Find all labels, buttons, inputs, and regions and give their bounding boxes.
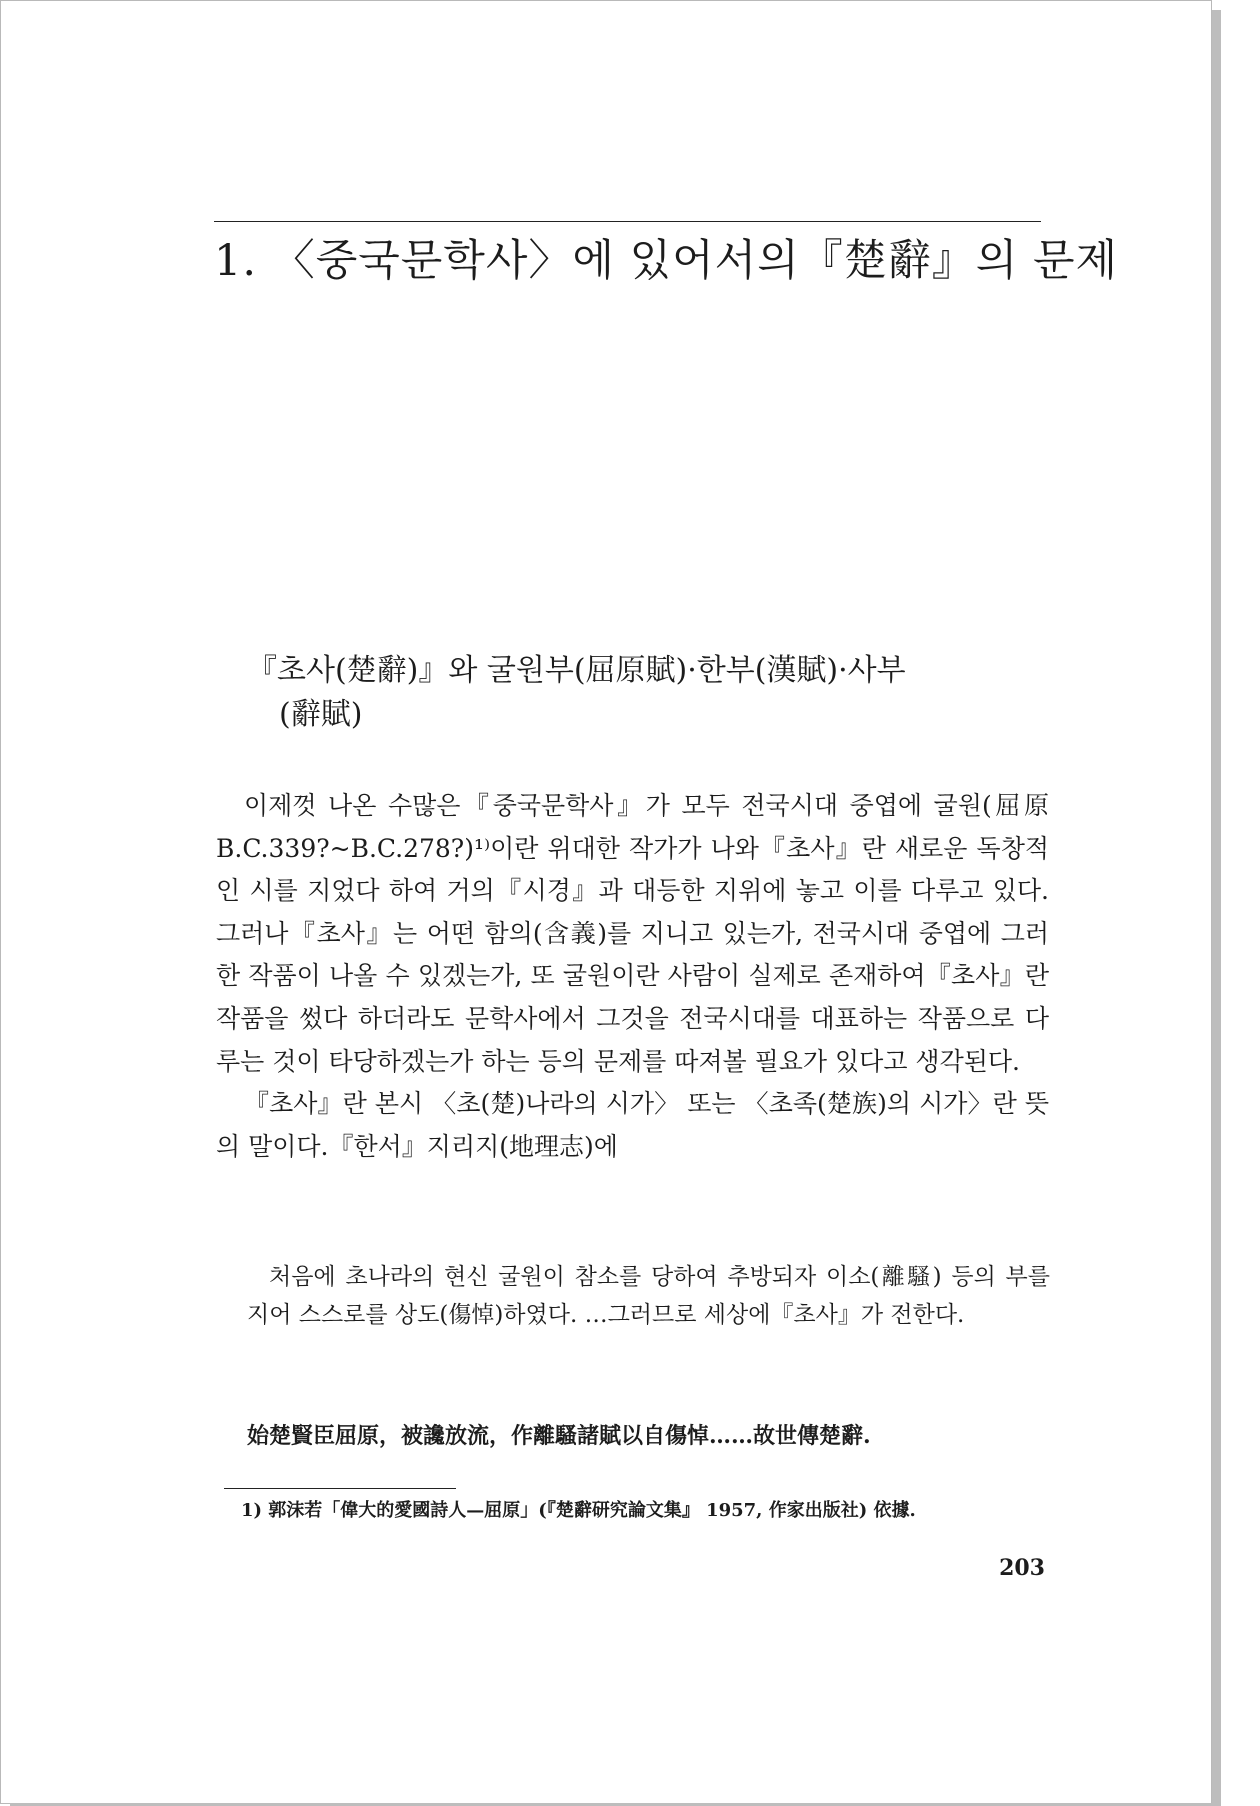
chapter-title-rule — [214, 221, 1041, 222]
paragraph-1: 이제껏 나온 수많은『중국문학사』가 모두 전국시대 중엽에 굴원(屈原 B.C.339?~B.C.278?)¹⁾이란 위대한 작가가 나와『초사』란 새로운 독창적인 시를 지었다 하여 거의『시경』과 대등한 지위에 놓고 이를 다루고 있다. 그러나『초사』는 어떤 함의(含義)를 지니고 있는가, 전국시대 중엽에 그러한 작품이 나올 수 있겠는가, 또 굴원이란 사람이 실제로 존재하여『초사』란 작품을 썼다 하더라도 문학사에서 그것을 전국시대를 대표하는 작품으로 다루는 것이 타당하겠는가 하는 등의 문제를 따져볼 필요가 있다고 생각된다. — [216, 791, 1049, 1076]
section-title-line2: (辭賦) — [279, 697, 363, 732]
section-title-line1: 『초사(楚辭)』와 굴원부(屈原賦)·한부(漢賦)·사부 — [247, 653, 906, 688]
quote-korean: 처음에 초나라의 현신 굴원이 참소를 당하여 추방되자 이소(離騷) 등의 부를 지어 스스로를 상도(傷悼)하였다. …그러므로 세상에『초사』가 전한다. — [247, 1264, 1050, 1328]
page-shadow-right — [1212, 10, 1221, 1806]
footnote-rule — [224, 1488, 456, 1489]
body-text — [216, 785, 1049, 1168]
chapter-title: 1. 〈중국문학사〉에 있어서의『楚辭』의 문제 — [214, 236, 1119, 286]
paragraph-2: 『초사』란 본시 〈초(楚)나라의 시가〉 또는 〈초족(楚族)의 시가〉란 뜻의 말이다.『한서』지리지(地理志)에 — [216, 1089, 1049, 1161]
footnote: 1) 郭沫若「偉大的愛國詩人—屈原」(『楚辭研究論文集』 1957, 作家出版社) 依據. — [241, 1500, 916, 1521]
section-title — [247, 649, 1047, 737]
quote-classical-chinese: 始楚賢臣屈原，被讒放流，作離騷諸賦以自傷悼……故世傳楚辭. — [247, 1423, 871, 1449]
page-number: 203 — [999, 1555, 1045, 1581]
